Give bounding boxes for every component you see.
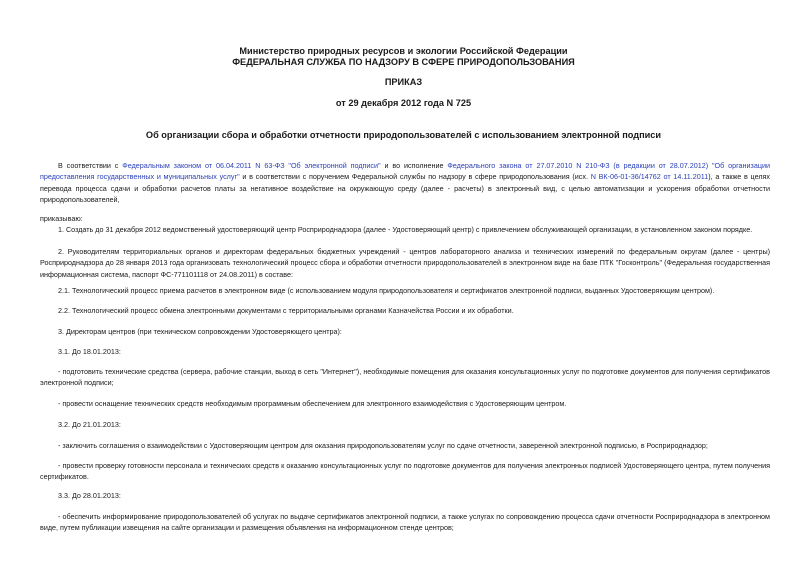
preamble-text-1: В соответствии с (58, 161, 123, 170)
item-3-1-a: - подготовить технические средства (сервера, рабочие станции, выход в сеть "Интернет"), необходимые помещения для оказания консультационных услуг по подготовке документов для получения сертификатов электронной подписи; (40, 367, 770, 388)
item-3-1: 3.1. До 18.01.2013: (58, 347, 121, 356)
item-3: 3. Директорам центров (при техническом сопровождении Удостоверяющего центра): (58, 327, 342, 336)
item-3-2-b: - провести проверку готовности персонала и технических средств к оказанию консультационных услуг по подготовке документов для получения электронных подписей Удостоверяющего центра, путем получения сертификатов. (40, 461, 770, 482)
preamble-paragraph (40, 160, 770, 205)
preamble-text-2: и во исполнение (380, 161, 448, 170)
item-2-1: 2.1. Технологический процесс приема расчетов в электронном виде (с использованием модуля природопользователя и сертификатов электронной подписи, выданных Удостоверяющим центром). (58, 286, 715, 295)
letter-vk-link[interactable]: N ВК-06-01-36/14762 от 14.11.2011 (590, 172, 709, 182)
item-1: 1. Создать до 31 декабря 2012 ведомственный удостоверяющий центр Росприроднадзора (далее - Удостоверяющий центр) с привлечением обслуживающей организации, в установленном законом порядке. (58, 225, 753, 234)
item-3-2: 3.2. До 21.01.2013: (58, 420, 121, 429)
item-3-3-a: - обеспечить информирование природопользователей об услугах по выдаче сертификатов электронной подписи, а также услугах по сопровождению процесса сдачи отчетности Росприроднадзора в электронном виде, путем публикации извещения на сайте организации и размещения объявления на информационном стенде центров; (40, 512, 770, 533)
item-3-3: 3.3. До 28.01.2013: (58, 491, 121, 500)
law-210-fz-link[interactable]: Федерального закона от 27.07.2010 N 210-ФЗ (в редакции от 28.07.2012) "Об организации предоставления государственных и муниципальных услуг" (40, 161, 770, 182)
document-date-number: от 29 декабря 2012 года N 725 (335, 98, 472, 108)
item-3-2-a: - заключить соглашения о взаимодействии с Удостоверяющим центром для оказания природопользователям услуг по сдаче отчетности, заверенной электронной подписью, в Росприроднадзор; (58, 441, 708, 450)
item-2-2: 2.2. Технологический процесс обмена электронными документами с территориальными органами Казначейства России и их обработки. (58, 306, 514, 315)
order-word: приказываю: (40, 214, 83, 223)
item-3-1-b: - провести оснащение технических средств необходимым программным обеспечением для электронного взаимодействия с Удостоверяющим центром. (58, 399, 567, 408)
service-name: ФЕДЕРАЛЬНАЯ СЛУЖБА ПО НАДЗОРУ В СФЕРЕ ПРИРОДОПОЛЬЗОВАНИЯ (232, 57, 575, 67)
document-type: ПРИКАЗ (384, 77, 423, 87)
document-title: Об организации сбора и обработки отчетности природопользователей с использованием электронной подписи (145, 130, 662, 140)
item-2: 2. Руководителям территориальных органов и директорам федеральных бюджетных учреждений - центров лабораторного анализа и технических измерений по федеральным округам (далее - центры) Росприроднадзора до 28 января 2013 года организовать технологический процесс сбора и обработки отчетности природопользователей в электронном виде на базе ПТК "Госконтроль" (Федеральная государственная информационная система, паспорт ФС-771101118 от 24.08.2011) в составе: (40, 247, 770, 279)
preamble-text-3: и в соответствии с поручением Федеральной службы по надзору в сфере природопользования (исх. (239, 172, 591, 182)
law-63-fz-link[interactable]: Федеральным законом от 06.04.2011 N 63-ФЗ "Об электронной подписи" (122, 161, 381, 170)
ministry-name: Министерство природных ресурсов и экологии Российской Федерации (239, 46, 568, 56)
preamble-text-4: ), а также в целях перевода процесса сдачи и обработки расчетов платы за негативное воздействие на окружающую среду (далее - расчеты) в электронный вид, с целью автоматизации и ускорения обработки отчетности природопользователей, (40, 172, 771, 204)
